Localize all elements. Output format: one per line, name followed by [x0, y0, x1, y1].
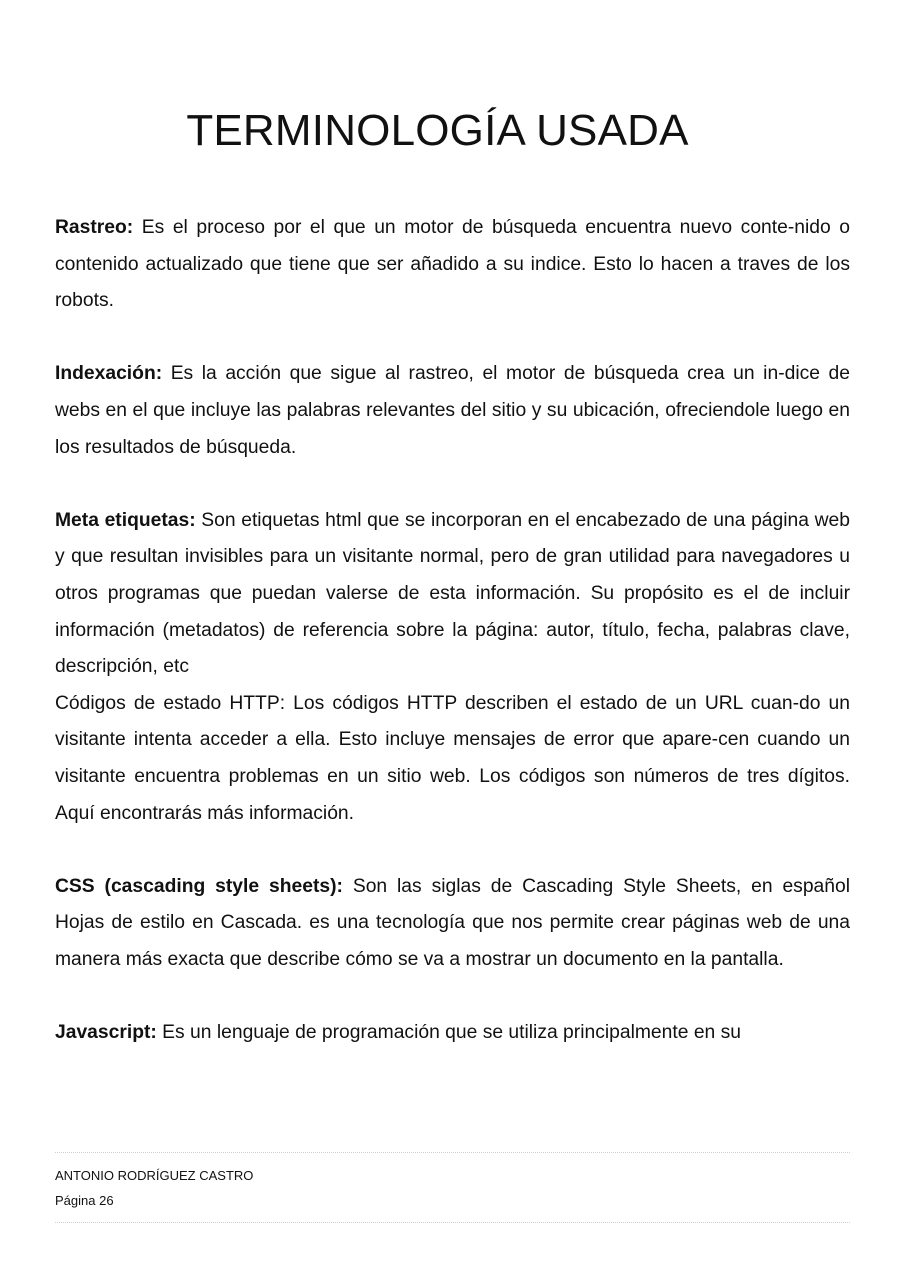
term-javascript	[55, 1015, 850, 1052]
term-indexacion	[55, 356, 850, 466]
term-definition: Es un lenguaje de programación que se utiliza principalmente en su	[156, 1022, 741, 1044]
term-meta-etiquetas	[55, 503, 850, 686]
page-title: TERMINOLOGÍA USADA	[186, 106, 689, 155]
footer-author: ANTONIO RODRÍGUEZ CASTRO	[55, 1168, 254, 1183]
footer-divider-top	[55, 1152, 850, 1153]
term-label: CSS (cascading style sheets):	[55, 875, 343, 897]
term-definition: Es la acción que sigue al rastreo, el motor de búsqueda crea un in-dice de webs en el que incluye las palabras relevantes del sitio y su ubicación, ofreciendole luego en los resultados de búsqueda.	[55, 363, 850, 458]
document-body	[55, 210, 850, 1052]
term-rastreo	[55, 210, 850, 320]
term-label: Rastreo:	[55, 217, 134, 238]
term-text: Códigos de estado HTTP: Los códigos HTTP describen el estado de un URL cuan-do un visitante intenta acceder a ella. Esto incluye mensajes de error que apare-cen cuando un visitante encuentra problemas en un sitio web. Los códigos son números de tres dígitos. Aquí encontrarás más información.	[55, 692, 850, 824]
footer-page-number: Página 26	[55, 1193, 114, 1208]
term-definition: Son etiquetas html que se incorporan en el encabezado de una página web y que resultan invisibles para un visitante normal, pero de gran utilidad para navegadores u otros programas que puedan valerse de esta información. Su propósito es el de incluir información (metadatos) de referencia sobre la página: autor, título, fecha, palabras clave, descripción, etc	[55, 509, 850, 678]
term-label: Meta etiquetas:	[55, 509, 196, 531]
term-css	[55, 869, 850, 979]
term-definition: Es el proceso por el que un motor de búsqueda encuentra nuevo conte-nido o contenido actualizado que tiene que ser añadido a su indice. Esto lo hacen a traves de los robots.	[55, 217, 850, 312]
term-definition: Son las siglas de Cascading Style Sheets, en español Hojas de estilo en Cascada. es una tecnología que nos permite crear páginas web de una manera más exacta que describe cómo se va a mostrar un documento en la pantalla.	[55, 875, 850, 970]
footer-divider-bottom	[55, 1222, 850, 1223]
term-label: Indexación:	[55, 363, 163, 385]
term-codigos-http	[55, 686, 850, 832]
term-label: Javascript:	[55, 1022, 157, 1044]
